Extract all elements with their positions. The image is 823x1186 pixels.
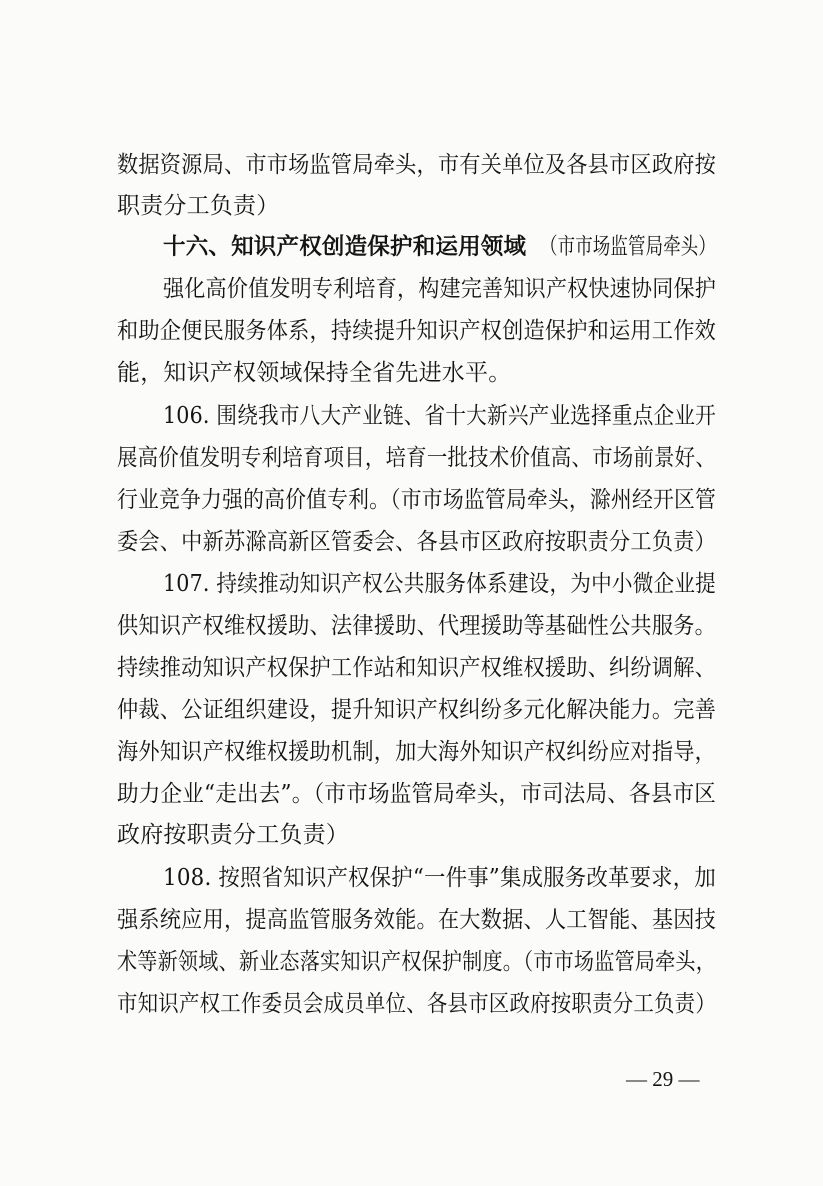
text-line-content: 助力企业“走出去”。（市市场监管局牵头，市司法局、各县市区 bbox=[117, 781, 717, 807]
text-line-content: 行业竞争力强的高价值专利。（市市场监管局牵头，滁州经开区管 bbox=[117, 487, 717, 513]
section-heading-lead: （市市场监管局牵头） bbox=[540, 234, 717, 260]
text-line-content: 107. 持续推动知识产权公共服务体系建设，为中小微企业提 bbox=[163, 571, 716, 597]
text-line bbox=[0, 148, 823, 182]
text-line bbox=[0, 861, 823, 895]
text-line-content: 职责分工负责） bbox=[117, 193, 280, 219]
text-line bbox=[0, 189, 823, 223]
section-heading bbox=[0, 230, 823, 264]
text-line-content: 108. 按照省知识产权保护“一件事”集成服务改革要求，加 bbox=[163, 865, 716, 891]
text-line-content: 海外知识产权维权援助机制，加大海外知识产权纠纷应对指导， bbox=[117, 739, 717, 765]
text-line-content: 强化高价值发明专利培育，构建完善知识产权快速协同保护 bbox=[163, 276, 717, 302]
text-line-content: 术等新领域、新业态落实知识产权保护制度。（市市场监管局牵头， bbox=[117, 949, 717, 975]
text-line bbox=[0, 441, 823, 475]
section-heading-title: 十六、知识产权创造保护和运用领域 bbox=[163, 234, 527, 260]
text-line-content: 强系统应用，提高监管服务效能。在大数据、人工智能、基因技 bbox=[117, 907, 717, 933]
text-line bbox=[0, 314, 823, 348]
text-line bbox=[0, 945, 823, 979]
text-line bbox=[0, 777, 823, 811]
text-line-content: 仲裁、公证组织建设，提升知识产权纠纷多元化解决能力。完善 bbox=[117, 697, 717, 723]
text-line-content: 委会、中新苏滁高新区管委会、各县市区政府按职责分工负责） bbox=[117, 529, 717, 555]
text-line bbox=[0, 651, 823, 685]
text-line bbox=[0, 903, 823, 937]
text-line-content: 政府按职责分工负责） bbox=[117, 822, 349, 848]
text-line bbox=[0, 567, 823, 601]
text-line-content: 能，知识产权领域保持全省先进水平。 bbox=[117, 360, 512, 386]
text-line-content: 数据资源局、市市场监管局牵头，市有关单位及各县市区政府按 bbox=[117, 152, 717, 178]
text-line-content: 106. 围绕我市八大产业链、省十大新兴产业选择重点企业开 bbox=[163, 403, 716, 429]
text-line bbox=[0, 693, 823, 727]
text-line bbox=[0, 609, 823, 643]
text-line bbox=[0, 525, 823, 559]
text-line bbox=[0, 356, 823, 390]
page-number: — 29 — bbox=[626, 1067, 700, 1091]
text-line bbox=[0, 399, 823, 433]
text-line bbox=[0, 272, 823, 306]
text-line-content: 展高价值发明专利培育项目，培育一批技术价值高、市场前景好、 bbox=[117, 445, 717, 471]
text-line-content: 市知识产权工作委员会成员单位、各县市区政府按职责分工负责） bbox=[117, 991, 717, 1017]
text-line-content: 持续推动知识产权保护工作站和知识产权维权援助、纠纷调解、 bbox=[117, 655, 717, 681]
text-line-content: 供知识产权维权援助、法律援助、代理援助等基础性公共服务。 bbox=[117, 613, 717, 639]
text-line bbox=[0, 483, 823, 517]
text-line bbox=[0, 987, 823, 1021]
text-line-content: 和助企便民服务体系，持续提升知识产权创造保护和运用工作效 bbox=[117, 318, 717, 344]
text-line bbox=[0, 818, 823, 852]
text-line bbox=[0, 735, 823, 769]
